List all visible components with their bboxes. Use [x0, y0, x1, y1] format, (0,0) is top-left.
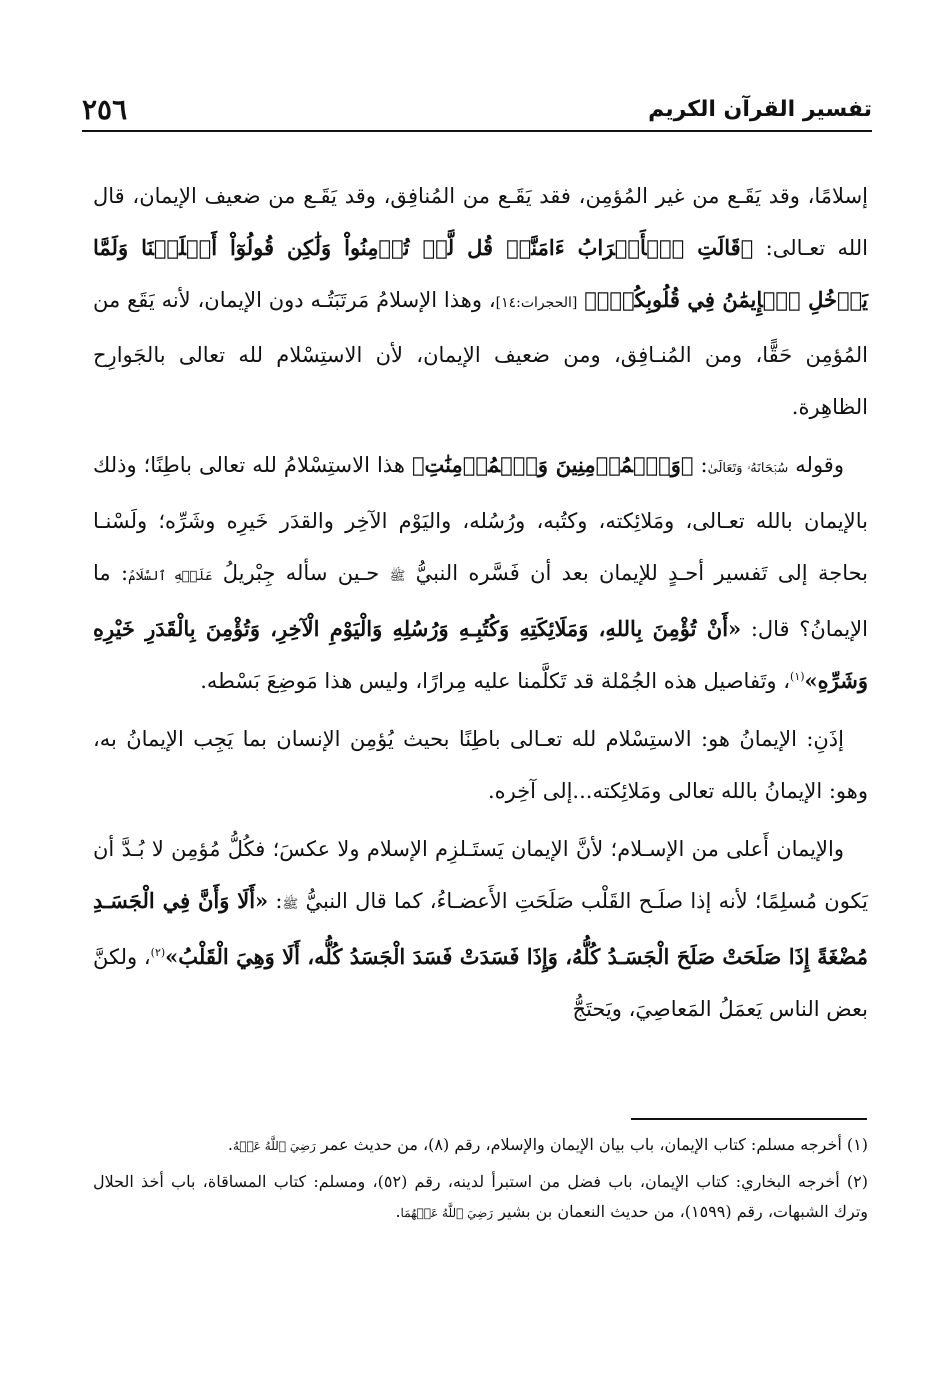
quran-verse-hujurat: ﴿قَالَتِ ٱلۡأَعۡرَابُ ءَامَنَّاۖ قُل لَّمۡ تُؤۡمِنُواْ وَلَٰكِن قُولُوٓاْ أَسۡلَمۡنَا وَلَمَّا يَدۡخُلِ ٱلۡإِيمَٰنُ فِي قُلُوبِكُمۡۖ﴾	[93, 235, 868, 312]
paragraph-1	[93, 170, 868, 433]
p2-text-b: :	[693, 453, 708, 477]
main-text	[93, 170, 868, 1041]
footnote-1-end: .	[227, 1135, 233, 1154]
honorific-alayhi-salam: عَلَيۡهِ ٱلسَّلَامُ	[128, 569, 213, 584]
p2-text-d: حـين سأله جِبْريلُ	[212, 561, 390, 585]
p4-text-c: ، ولكنَّ بعض الناس يَعمَلُ المَعاصِيَ، ويَحتَجُّ	[93, 945, 868, 1021]
paragraph-2	[93, 439, 868, 707]
p2-text-c: هذا الاستِسْلامُ لله تعالى باطِنًا؛ وذلك بالإيمان بالله تعـالى، ومَلائِكته، وكتُبه، ورُسُله، واليَوْم الآخِر والقدَر خَيرِه وشَرِّه؛ ولَسْنـا بحاجة إلى تَفسير أحـدٍ للإيمان بعد أن فَسَّره النبيُّ	[93, 453, 869, 585]
footnote-1-text: (١) أخرجه مسلم: كتاب الإيمان، باب بيان الإيمان والإسلام، رقم (٨)، من حديث عمر	[315, 1135, 868, 1154]
page-header	[82, 88, 872, 132]
footnote-1-honorific: رَضِيَ ٱللَّهُ عَنۡهُ	[232, 1139, 316, 1153]
honorific-subhanahu: سُبۡحَانَهُۥ وَتَعَالَىٰ	[707, 461, 789, 476]
p1-text-a: إسلامًا، وقد يَقَـع من غير المُؤمِن، فقد يَقَـع من المُنافِق، وقد يَقَـع من ضعيف الإيمان، قال الله تعـالى:	[93, 184, 868, 260]
page-number: ٢٥٦	[82, 92, 128, 126]
p4-text-b: :	[268, 889, 283, 913]
hadith-mudgha: «أَلَا وَأَنَّ فِي الْجَسَـدِ مُضْغَةً إِذَا صَلَحَتْ صَلَحَ الْجَسَـدُ كُلُّهُ، وَإِذَا فَسَدَتْ فَسَدَ الْجَسَدُ كُلُّه، أَلَا وَهِيَ الْقَلْبُ»	[93, 888, 868, 969]
surah-reference: [الحجرات:١٤]	[495, 295, 578, 311]
footnote-2-honorific: رَضِيَ ٱللَّهُ عَنۡهُمَا	[400, 1206, 494, 1220]
paragraph-3: إذَنِ: الإيمانُ هو: الاستِسْلام لله تعـالى باطِنًا بحيث يُؤمِن الإنسان بما يَجِب الإيمانُ به، وهو: الإيمانُ بالله تعالى ومَلائِكته...إلى آخِره.	[93, 727, 868, 803]
p4-text-a: والإيمان أَعلى من الإسـلام؛ لأنَّ الإيمان يَستَـلزِم الإسلام ولا عكسَ؛ فكُلُّ مُؤمِن لا بُـدَّ أن يَكون مُسلِمًا؛ لأنه إذا صلَـح القَلْب صَلَحَتِ الأَعضـاءُ، كما قال النبيُّ	[93, 837, 868, 913]
footnote-2-end: .	[395, 1202, 401, 1221]
footnote-marker-2[interactable]: (٢)	[150, 946, 166, 959]
p1-text-b: ، وهذا الإسلامُ مَرتَبَتُـه دون الإيمان، لأنه يَقَع من المُؤمِن حَقًّا، ومن المُنـافِق، ومن ضعيف الإيمان، لأن الاستِسْلام لله تعالى بالجَوارِح الظاهِرة.	[93, 288, 868, 419]
quran-verse-muminin: ﴿وَٱلۡمُؤۡمِنِينَ وَٱلۡمُؤۡمِنَٰتِ﴾	[411, 452, 694, 477]
footnote-marker-1[interactable]: (١)	[790, 670, 805, 683]
hadith-iman: «أَنْ تُؤْمِنَ بِاللهِ، وَمَلَائِكَتِهِ وَكُتُبِـهِ وَرُسُلِهِ وَالْيَوْمِ الْآخِرِ، وَتُؤْمِنَ بِالْقَدَرِ خَيْرِهِ وَشَرِّهِ»	[93, 616, 868, 693]
paragraph-4	[93, 823, 868, 1035]
footnote-divider	[631, 1118, 867, 1120]
honorific-salla-2: ﷺ	[282, 897, 299, 912]
p2-text-a: وقوله	[788, 453, 844, 477]
footnote-2	[93, 1167, 868, 1228]
footnote-1	[93, 1130, 868, 1161]
honorific-salla: ﷺ	[389, 569, 406, 584]
footnote-2-text: (٢) أخرجه البخاري: كتاب الإيمان، باب فضل من استبرأ لدينه، رقم (٥٢)، ومسلم: كتاب المساقاة، باب أخذ الحلال وترك الشبهات، رقم (١٥٩٩)، من حديث النعمان بن بشير	[93, 1172, 868, 1221]
p2-text-f: ، وتَفاصيل هذه الجُمْلة قد تَكلَّمنا عليه مِرارًا، وليس هذا مَوضِعَ بَسْطه.	[200, 669, 791, 693]
book-title: تفسير القرآن الكريم	[648, 96, 872, 122]
footnotes	[93, 1130, 868, 1234]
p2-text-e: : ما الإيمانُ؟ قال:	[93, 561, 868, 641]
